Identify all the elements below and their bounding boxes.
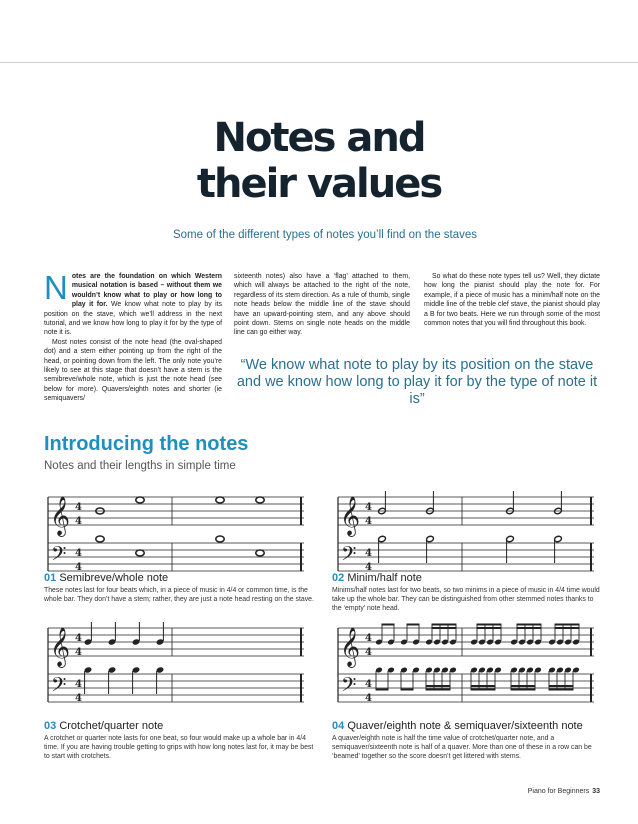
staff-semibreve	[44, 487, 306, 581]
example-4-body: A quaver/eighth note is half the time value of crotchet/quarter note, and a semiquaver/sixteenth note is half of a quaver. More than one of these in a row can be ‘beamed’ together so the score doesn’t get littered with stems.	[332, 735, 592, 761]
bass-clef-icon: 𝄢	[51, 673, 67, 701]
whole-note	[216, 536, 224, 542]
time-sig-bottom: 4	[365, 647, 372, 658]
whole-note	[216, 497, 224, 503]
pull-quote: “We know what note to play by its position on the stave and we know how long to play it for by the type of note it is”	[236, 357, 598, 407]
treble-clef-icon: 𝄞	[50, 496, 71, 536]
top-rule	[0, 62, 638, 63]
publication-name: Piano for Beginners	[527, 788, 590, 795]
whole-note	[136, 550, 144, 556]
time-sig-top: 4	[75, 548, 82, 559]
staff-quaver-semiquaver	[334, 618, 596, 712]
example-2-title: 02 Minim/half note	[332, 572, 422, 584]
section-title: Introducing the notes	[44, 433, 249, 455]
time-sig-bottom: 4	[75, 693, 82, 704]
staff-crotchet	[44, 618, 306, 712]
example-1-title: 01 Semibreve/whole note	[44, 572, 169, 584]
treble-clef-icon: 𝄞	[50, 627, 71, 667]
bass-clef-icon: 𝄢	[51, 542, 67, 570]
page-title-line-2: their values	[196, 161, 442, 207]
page-number: 33	[592, 788, 600, 795]
staff-minim	[334, 487, 596, 581]
intro-column-1	[44, 269, 222, 404]
page-title-line-1: Notes and	[213, 115, 425, 161]
intro-col3-text: So what do these note types tell us? Well, they dictate how long the pianist should play the note for. For example, if a piece of music has a minim/half note on the middle line of the treble clef stave, the pianist should play a B for two beats. Here we run through some of the most common notes that you will find throughout this book.	[424, 273, 600, 328]
intro-col1-p2: Most notes consist of the note head (the oval-shaped dot) and a stem either pointing up from the right of the head, or pointing down from the left. The only note you’re likely to see at this stage that doesn’t have a stem is the semibreve/whole note, which is just the note head (see below for more). Quavers/eighth notes and shorter (ie semiquavers/	[44, 338, 222, 403]
time-sig-bottom: 4	[365, 693, 372, 704]
example-1-body: These notes last for four beats which, in a piece of music in 4/4 or common time, is the whole bar. They don’t have a stem; rather, they are just a note head resting on the stave.	[44, 587, 314, 604]
treble-clef-icon: 𝄞	[340, 496, 361, 536]
page-subtitle: Some of the different types of notes you’ll find on the staves	[172, 229, 478, 241]
bass-clef-icon: 𝄢	[341, 673, 357, 701]
section-subtitle: Notes and their lengths in simple time	[44, 460, 236, 472]
time-sig-bottom: 4	[75, 516, 82, 527]
intro-column-2: sixteenth notes) also have a ‘flag’ attached to them, which will always be attached to the right of the note, regardless of its stem direction. As a rule of thumb, single note heads below the middle line of the stave should have an upward-pointing stem, and any above should point down. Stems on single note heads on the middle line can go either way.	[234, 273, 410, 337]
time-sig-top: 4	[365, 633, 372, 644]
time-sig-top: 4	[75, 633, 82, 644]
intro-column-3	[424, 272, 600, 328]
example-3-body: A crotchet or quarter note lasts for one beat, so four would make up a whole bar in 4/4 time. If you are having trouble getting to grips with how long notes last for, it may be best to start with crotchets.	[44, 735, 314, 761]
whole-note	[136, 497, 144, 503]
time-sig-top: 4	[365, 679, 372, 690]
time-sig-top: 4	[365, 502, 372, 513]
intro-lead: otes are the foundation on which Western musical notation is based – without them we wouldn’t know what to play or how long to play it for.	[71, 273, 222, 309]
whole-note	[256, 550, 264, 556]
treble-clef-icon: 𝄞	[340, 627, 361, 667]
intro-col1-text: We know what note to play by its position on the stave, which we’ll address in the next tutorial, and we know how long to play it for by the type of note it is.	[44, 301, 222, 337]
example-4-title: 04 Quaver/eighth note & semiquaver/sixteenth note	[332, 720, 583, 732]
example-3-title: 03 Crotchet/quarter note	[44, 720, 164, 732]
time-sig-bottom: 4	[75, 562, 82, 573]
example-2-body: Minims/half notes last for two beats, so two minims in a piece of music in 4/4 time would take up the whole bar. They can be distinguished from other stemmed notes thanks to the ‘empty’ note head.	[332, 587, 600, 613]
whole-note	[96, 536, 104, 542]
time-sig-top: 4	[75, 679, 82, 690]
time-sig-bottom: 4	[75, 647, 82, 658]
page-footer	[528, 788, 600, 795]
drop-cap: N	[44, 269, 68, 306]
whole-note	[256, 497, 264, 503]
time-sig-top: 4	[75, 502, 82, 513]
time-sig-bottom: 4	[365, 516, 372, 527]
time-sig-bottom: 4	[365, 562, 372, 573]
bass-clef-icon: 𝄢	[341, 542, 357, 570]
time-sig-top: 4	[365, 548, 372, 559]
